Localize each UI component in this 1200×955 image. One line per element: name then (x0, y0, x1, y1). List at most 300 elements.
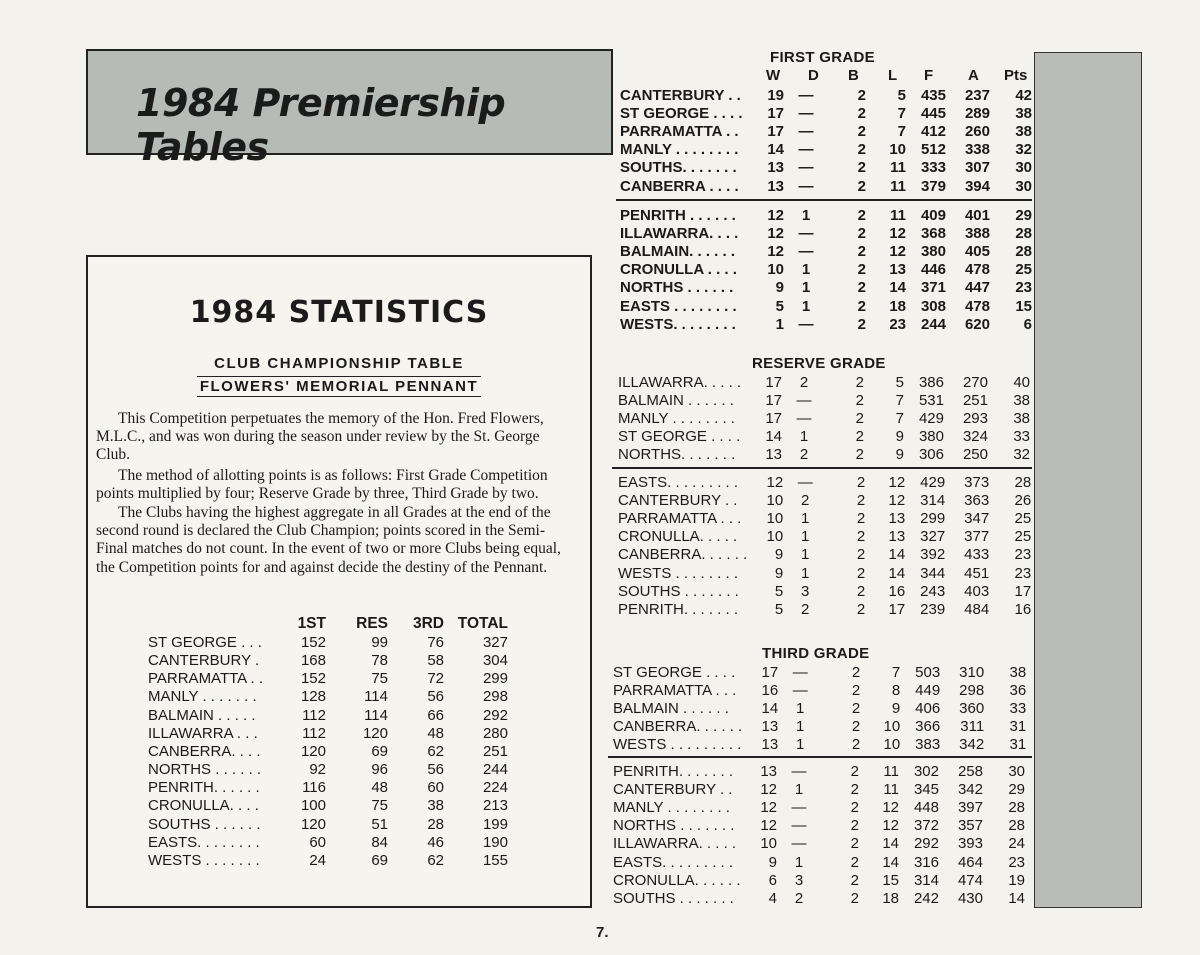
stat-cell: 293 (962, 409, 988, 427)
stat-cell: 401 (964, 206, 990, 224)
stat-cell: 10 (760, 835, 777, 853)
third-grade-top-table (613, 663, 1026, 754)
stat-cell: 342 (959, 736, 985, 754)
stat-cell: 6 (1023, 315, 1032, 333)
team-name: PARRAMATTA . . . (613, 681, 737, 699)
cell-first: 152 (300, 633, 326, 651)
stat-cell: 2 (851, 663, 861, 681)
club-championship-table (148, 615, 508, 870)
stat-cell: 12 (889, 224, 906, 242)
cell-res: 48 (371, 779, 388, 797)
table-row (148, 833, 508, 851)
stat-cell: 311 (960, 718, 985, 736)
stat-cell: 1 (801, 509, 810, 527)
table-row (620, 177, 1032, 195)
stat-cell: 10 (883, 718, 901, 736)
stat-cell: 435 (920, 86, 946, 104)
statistics-subtitle: CLUB CHAMPIONSHIP TABLE (214, 355, 464, 372)
cell-res: 114 (364, 688, 388, 706)
stat-cell: 12 (882, 798, 899, 816)
table-row (148, 761, 508, 779)
stat-cell: 12 (767, 206, 784, 224)
stat-cell: 5 (897, 86, 906, 104)
cell-res: 120 (362, 724, 388, 742)
team-name: ILLAWARRA. . . . (620, 224, 739, 242)
reserve-grade-title: RESERVE GRADE (752, 355, 886, 372)
team-name: WESTS . . . . . . . . (618, 564, 739, 582)
third-grade-bottom-table (613, 762, 1025, 908)
stat-cell: 445 (920, 104, 946, 122)
table-row (618, 582, 1031, 600)
team-name: CRONULLA. . . . . (618, 528, 738, 546)
stat-cell: 14 (761, 699, 779, 717)
cell-club: MANLY . . . . . . . (148, 688, 257, 706)
stat-cell: 388 (964, 224, 990, 242)
statistics-title: 1984 STATISTICS (189, 295, 489, 330)
stat-cell: — (791, 798, 807, 816)
cell-club: CRONULLA. . . . (148, 797, 259, 815)
cell-first: 100 (300, 797, 326, 815)
stat-cell: 1 (801, 261, 811, 279)
stat-cell: 17 (888, 600, 906, 618)
stat-cell: 15 (882, 871, 899, 889)
team-name: NORTHS . . . . . . . (613, 817, 735, 835)
table-row (148, 815, 508, 833)
stat-cell: 30 (1015, 159, 1032, 177)
table-row (618, 546, 1031, 564)
table-row (618, 564, 1031, 582)
team-name: ST GEORGE . . . . (618, 428, 741, 446)
cell-first: 112 (302, 724, 326, 742)
stat-cell: 2 (850, 835, 859, 853)
table-row (148, 651, 508, 669)
stat-cell: 2 (856, 564, 866, 582)
stat-cell: 405 (964, 242, 990, 260)
stat-cell: 3 (794, 871, 804, 889)
table-row (620, 297, 1032, 315)
stat-cell: 13 (765, 446, 782, 464)
stat-cell: 360 (959, 699, 985, 717)
stat-cell: — (791, 762, 807, 780)
stat-cell: 2 (857, 297, 866, 315)
col-d: D (808, 67, 819, 84)
header-res: RES (356, 615, 388, 633)
table-row (620, 104, 1032, 122)
stat-cell: 6 (768, 871, 777, 889)
stat-cell: 14 (889, 279, 906, 297)
stat-cell: 371 (920, 279, 946, 297)
stat-cell: 333 (920, 159, 946, 177)
paragraph-2: The method of allotting points is as follows: First Grade Competition points multiplied by four; Reserve Grade by three, Third Grade by two. (96, 467, 548, 503)
table-row (618, 528, 1031, 546)
stat-cell: 11 (883, 762, 899, 780)
table-row (618, 428, 1030, 446)
stat-cell: 14 (1008, 889, 1025, 907)
stat-cell: 2 (850, 780, 859, 798)
stat-cell: 310 (959, 663, 985, 681)
stat-cell: 28 (1015, 242, 1032, 260)
col-f: F (924, 67, 934, 84)
stat-cell: 14 (888, 564, 906, 582)
team-name: CRONULLA. . . . . . (613, 871, 741, 889)
stat-cell: 2 (857, 86, 866, 104)
stat-cell: 13 (888, 509, 906, 527)
stat-cell: 406 (915, 699, 941, 717)
stat-cell: 17 (765, 373, 782, 391)
stat-cell: 386 (918, 373, 944, 391)
team-name: SOUTHS . . . . . . . (618, 582, 739, 600)
stat-cell: 4 (768, 889, 777, 907)
stat-cell: 292 (913, 835, 939, 853)
stat-cell: 429 (918, 409, 944, 427)
stat-cell: 373 (964, 473, 990, 491)
stat-cell: 338 (964, 141, 990, 159)
stat-cell: 2 (855, 428, 864, 446)
paragraph-3: The Clubs having the highest aggregate in all Grades at the end of the second round is declared the Club Champion; points scored in the Semi-Final matches do not count. In the event of two or more Clubs being equal, the Competition points for and against decide the destiny of the Pennant. (96, 504, 561, 576)
cell-club: EASTS. . . . . . . . (148, 833, 260, 851)
stat-cell: 23 (1008, 853, 1025, 871)
cell-club: NORTHS . . . . . . (148, 761, 262, 779)
cell-res: 114 (364, 706, 388, 724)
stat-cell: 357 (957, 817, 983, 835)
cell-third: 60 (427, 779, 444, 797)
stat-cell: 2 (857, 315, 866, 333)
stat-cell: 14 (882, 853, 899, 871)
team-name: CANTERBURY . . (620, 86, 741, 104)
cell-third: 58 (427, 651, 444, 669)
stat-cell: 14 (882, 835, 899, 853)
team-name: CANBERRA. . . . . . (618, 546, 748, 564)
stat-cell: 2 (857, 177, 866, 195)
stat-cell: 449 (915, 681, 941, 699)
stat-cell: 26 (1014, 491, 1032, 509)
stat-cell: 324 (962, 428, 988, 446)
stat-cell: 2 (799, 446, 809, 464)
stat-cell: 38 (1013, 391, 1030, 409)
stat-cell: 13 (761, 736, 779, 754)
stat-cell: 2 (857, 224, 866, 242)
table-row (618, 373, 1030, 391)
team-name: NORTHS. . . . . . . (618, 446, 736, 464)
stat-cell: 13 (767, 159, 784, 177)
stat-cell: 251 (962, 391, 988, 409)
team-name: BALMAIN. . . . . . (620, 242, 735, 260)
team-name: PARRAMATTA . . . (618, 509, 742, 527)
cell-third: 56 (427, 688, 444, 706)
cell-first: 60 (309, 833, 326, 851)
stat-cell: 2 (856, 491, 866, 509)
stat-cell: 383 (915, 736, 941, 754)
header-total: TOTAL (457, 615, 508, 633)
header-3rd: 3RD (412, 615, 444, 633)
table-row (613, 762, 1025, 780)
team-name: SOUTHS . . . . . . . (613, 889, 734, 907)
stat-cell: 372 (913, 817, 939, 835)
stat-cell: 347 (964, 509, 990, 527)
stat-cell: 239 (920, 600, 946, 618)
stat-cell: 2 (851, 718, 861, 736)
team-name: PENRITH. . . . . . . (618, 600, 739, 618)
stat-cell: 380 (918, 428, 944, 446)
table-row (620, 242, 1032, 260)
table-row (620, 315, 1032, 333)
cell-third: 72 (427, 670, 444, 688)
table-row (148, 670, 508, 688)
cell-club: CANTERBURY . (148, 651, 260, 669)
table-row (613, 817, 1025, 835)
reserve-grade-top-table (618, 373, 1030, 464)
table-row (613, 798, 1025, 816)
stat-cell: 5 (895, 373, 904, 391)
stat-cell: 2 (856, 473, 866, 491)
table-row (620, 224, 1032, 242)
stat-cell: 17 (1014, 582, 1032, 600)
stat-cell: 12 (888, 491, 906, 509)
stat-cell: 433 (964, 546, 990, 564)
stat-cell: 409 (920, 206, 946, 224)
stat-cell: 258 (957, 762, 983, 780)
table-row (618, 491, 1031, 509)
stat-cell: 1 (801, 564, 810, 582)
stat-cell: 13 (889, 261, 906, 279)
stat-cell: 474 (957, 871, 983, 889)
stat-cell: 298 (959, 681, 985, 699)
stat-cell: 8 (891, 681, 901, 699)
stat-cell: 10 (766, 528, 784, 546)
stat-cell: 2 (857, 261, 866, 279)
page-title: 1984 Premiership Tables (136, 81, 506, 169)
col-l: L (888, 67, 898, 84)
stat-cell: 2 (857, 279, 866, 297)
stat-cell: 1 (801, 279, 811, 297)
stat-cell: 2 (856, 509, 866, 527)
stat-cell: 2 (850, 889, 859, 907)
stat-cell: 2 (857, 141, 866, 159)
stat-cell: 16 (1014, 600, 1032, 618)
stat-cell: 393 (957, 835, 983, 853)
first-grade-top-table (620, 86, 1032, 195)
stat-cell: 16 (888, 582, 906, 600)
stat-cell: 308 (920, 297, 946, 315)
cell-res: 75 (371, 670, 388, 688)
stat-cell: 12 (889, 242, 906, 260)
stat-cell: 12 (767, 224, 784, 242)
team-name: EASTS. . . . . . . . . (613, 853, 734, 871)
table-row (618, 473, 1031, 491)
cell-total: 213 (482, 797, 508, 815)
col-a: A (968, 67, 979, 84)
team-name: ST GEORGE . . . . (613, 663, 736, 681)
stat-cell: 30 (1008, 762, 1025, 780)
stat-cell: 16 (761, 681, 779, 699)
team-name: ST GEORGE . . . . (620, 104, 743, 122)
table-row (148, 779, 508, 797)
stat-cell: — (791, 817, 807, 835)
stat-cell: 25 (1014, 528, 1032, 546)
stat-cell: 403 (964, 582, 990, 600)
stat-cell: 29 (1008, 780, 1025, 798)
stat-cell: 412 (920, 122, 946, 140)
stat-cell: 478 (964, 261, 990, 279)
cell-res: 84 (371, 833, 388, 851)
table-row (613, 663, 1026, 681)
stat-cell: 10 (889, 141, 906, 159)
stat-cell: 38 (1015, 122, 1032, 140)
stat-cell: 5 (775, 297, 784, 315)
cell-club: BALMAIN . . . . . (148, 706, 256, 724)
stat-cell: 1 (796, 718, 805, 736)
stat-cell: 9 (895, 446, 904, 464)
team-name: NORTHS . . . . . . (620, 279, 734, 297)
stat-cell: 31 (1009, 736, 1027, 754)
stat-cell: 5 (774, 582, 784, 600)
stat-cell: 377 (964, 528, 990, 546)
stat-cell: 7 (897, 104, 906, 122)
stat-cell: 23 (889, 315, 906, 333)
stat-cell: 9 (895, 428, 904, 446)
stat-cell: 531 (918, 391, 944, 409)
cell-third: 48 (427, 724, 444, 742)
team-name: WESTS. . . . . . . . (620, 315, 736, 333)
stat-cell: 14 (767, 141, 784, 159)
cell-res: 51 (371, 815, 388, 833)
table-row (620, 122, 1032, 140)
stat-cell: 28 (1008, 817, 1025, 835)
stat-cell: 18 (882, 889, 899, 907)
stat-cell: 38 (1009, 663, 1027, 681)
stat-cell: 451 (964, 564, 990, 582)
cell-first: 112 (302, 706, 326, 724)
stat-cell: 9 (775, 279, 784, 297)
stat-cell: 1 (801, 206, 811, 224)
stat-cell: 2 (851, 681, 861, 699)
stat-cell: 1 (796, 699, 805, 717)
stat-cell: 380 (920, 242, 946, 260)
stat-cell: 1 (794, 853, 804, 871)
stat-cell: — (792, 681, 808, 699)
stat-cell: 2 (801, 491, 810, 509)
col-w: W (766, 67, 781, 84)
stat-cell: 7 (895, 391, 904, 409)
cell-third: 62 (427, 742, 444, 760)
stat-cell: 13 (888, 528, 906, 546)
stat-cell: 40 (1013, 373, 1030, 391)
page-number: 7. (596, 924, 609, 941)
stat-cell: — (798, 141, 814, 159)
cell-club: WESTS . . . . . . . (148, 852, 260, 870)
stat-cell: 368 (920, 224, 946, 242)
table-row (620, 279, 1032, 297)
table-row (613, 835, 1025, 853)
table-row (613, 681, 1026, 699)
stat-cell: 2 (850, 871, 859, 889)
stat-cell: 32 (1013, 446, 1030, 464)
stat-cell: 12 (760, 780, 777, 798)
stat-cell: 2 (855, 409, 864, 427)
stat-cell: 23 (1014, 546, 1032, 564)
stat-cell: 2 (857, 104, 866, 122)
stat-cell: 2 (794, 889, 804, 907)
stat-cell: 2 (856, 600, 866, 618)
stat-cell: — (797, 473, 813, 491)
cell-total: 155 (482, 852, 508, 870)
stat-cell: 36 (1009, 681, 1027, 699)
stat-cell: 19 (767, 86, 784, 104)
stat-cell: — (798, 104, 814, 122)
stat-cell: 306 (918, 446, 944, 464)
cell-first: 24 (309, 852, 326, 870)
cell-first: 92 (309, 761, 326, 779)
stat-cell: 342 (957, 780, 983, 798)
stat-cell: 2 (850, 798, 859, 816)
stat-cell: 478 (964, 297, 990, 315)
table-row (148, 797, 508, 815)
stat-cell: 28 (1015, 224, 1032, 242)
team-name: MANLY . . . . . . . . (618, 409, 735, 427)
stat-cell: 12 (888, 473, 906, 491)
stat-cell: 10 (766, 491, 784, 509)
stat-cell: — (796, 391, 812, 409)
team-name: PARRAMATTA . . (620, 122, 739, 140)
cell-total: 251 (482, 742, 508, 760)
cell-club: PENRITH. . . . . . (148, 779, 260, 797)
stat-cell: — (798, 315, 814, 333)
stat-cell: 7 (895, 409, 904, 427)
stat-cell: 327 (920, 528, 946, 546)
cell-club: SOUTHS . . . . . . (148, 815, 261, 833)
table-row (620, 206, 1032, 224)
table-row (148, 633, 508, 651)
stat-cell: 464 (957, 853, 983, 871)
stat-cell: 1 (801, 528, 810, 546)
stat-cell: 307 (964, 159, 990, 177)
stat-cell: 13 (760, 762, 777, 780)
stat-cell: 397 (957, 798, 983, 816)
table-header-row (148, 615, 508, 633)
stat-cell: 446 (920, 261, 946, 279)
cell-total: 280 (482, 724, 508, 742)
stat-cell: 2 (857, 206, 866, 224)
table-row (618, 409, 1030, 427)
stat-cell: 19 (1008, 871, 1025, 889)
cell-total: 304 (482, 651, 508, 669)
cell-total: 224 (482, 779, 508, 797)
stat-cell: 512 (920, 141, 946, 159)
stat-cell: 10 (766, 509, 784, 527)
cell-first: 116 (302, 779, 326, 797)
stat-cell: — (798, 159, 814, 177)
team-name: BALMAIN . . . . . . (613, 699, 729, 717)
stat-cell: 32 (1015, 141, 1032, 159)
stat-cell: 11 (890, 177, 906, 195)
stat-cell: 7 (897, 122, 906, 140)
stat-cell: 503 (915, 663, 941, 681)
stat-cell: 316 (913, 853, 939, 871)
stat-cell: 1 (801, 546, 810, 564)
stat-cell: 9 (774, 564, 784, 582)
stat-cell: 25 (1014, 509, 1032, 527)
table-row (613, 736, 1026, 754)
stat-cell: 1 (775, 315, 784, 333)
col-pts: Pts (1004, 67, 1028, 84)
stat-cell: 2 (857, 159, 866, 177)
stat-cell: 31 (1009, 718, 1027, 736)
cell-club: PARRAMATTA . . (148, 670, 264, 688)
stat-cell: 2 (851, 699, 861, 717)
stat-cell: 7 (891, 663, 901, 681)
stat-cell: 289 (964, 104, 990, 122)
paragraph-1: This Competition perpetuates the memory of the Hon. Fred Flowers, M.L.C., and was won during the season under review by the St. George Club. (96, 410, 544, 464)
